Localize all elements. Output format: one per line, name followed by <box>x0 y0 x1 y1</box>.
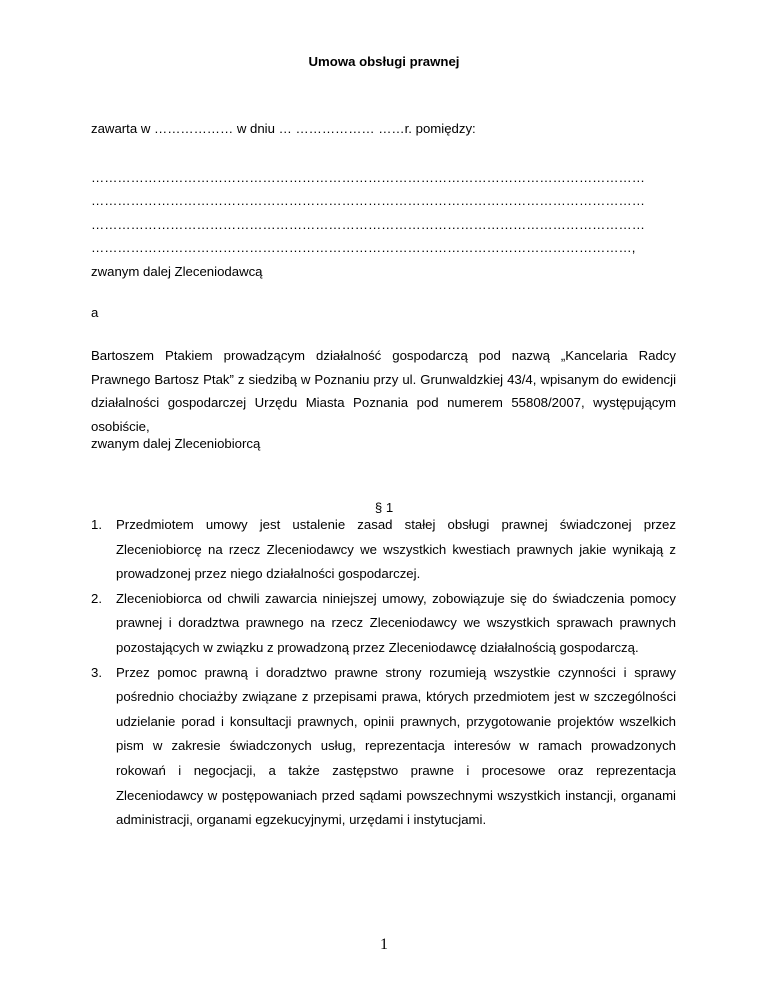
conjunction: a <box>91 305 99 320</box>
list-item-number: 3. <box>91 664 102 680</box>
list-item-text: Przez pomoc prawną i doradztwo prawne strony rozumieją wszystkie czynności i sprawy pośrednio chociażby związane z przepisami prawa, których przedmiotem jest w szczególności udzielanie porad i konsultacji prawnych, opinii prawnych, przygotowanie projektów wszelkich pism w zakresie świadczonych usług, reprezentacja interesów w ramach prowadzonych rokowań i negocjacji, a także zastępstwo prawne i procesowe oraz reprezentacja Zleceniodawcy w postępowaniach przed sądami powszechnymi wszystkich instancji, organami administracji, organami egzekucyjnymi, urzędami i instytucjami. <box>116 664 676 828</box>
party-dots-line-2: ……………………………………………………………………………………………………………… <box>91 193 645 208</box>
section-heading: § 1 <box>374 500 394 515</box>
list-item <box>91 587 676 661</box>
list-item <box>91 661 676 833</box>
client-label: zwanym dalej Zleceniodawcą <box>91 264 263 279</box>
contractor-paragraph: Bartoszem Ptakiem prowadzącym działalność gospodarczą pod nazwą „Kancelaria Radcy Prawnego Bartosz Ptak” z siedzibą w Poznaniu przy ul. Grunwaldzkiej 43/4, wpisanym do ewidencji działalności gospodarczej Urzędu Miasta Poznania pod numerem 55808/2007, występującym osobiście, <box>91 348 676 434</box>
list-item-text: Zleceniobiorca od chwili zawarcia niniejszej umowy, zobowiązuje się do świadczenia pomocy prawnej i doradztwa prawnego na rzecz Zleceniodawcy we wszystkich sprawach prawnych pozostających w związku z prowadzoną przez Zleceniodawcę działalnością gospodarczą. <box>116 590 676 655</box>
list-item <box>91 513 676 587</box>
contractor-label: zwanym dalej Zleceniobiorcą <box>91 436 261 451</box>
clause-list <box>91 513 676 833</box>
party-dots-line-1: ……………………………………………………………………………………………………………… <box>91 170 645 185</box>
intro-line: zawarta w ……………… w dniu … ……………… ……r. pomiędzy: <box>91 121 476 136</box>
list-item-text: Przedmiotem umowy jest ustalenie zasad stałej obsługi prawnej świadczonej przez Zleceniobiorcę na rzecz Zleceniodawcy we wszystkich kwestiach prawnych jakie wynikają z prowadzonej przez niego działalności gospodarczej. <box>116 517 676 582</box>
list-item-number: 2. <box>91 590 102 606</box>
document-title: Umowa obsługi prawnej <box>308 54 460 69</box>
list-item-number: 1. <box>91 517 102 532</box>
page-number: 1 <box>380 936 388 953</box>
party-dots-line-4: ……………………………………………………………………………………………………………, <box>91 240 636 255</box>
party-dots-line-3: ……………………………………………………………………………………………………………… <box>91 217 645 232</box>
